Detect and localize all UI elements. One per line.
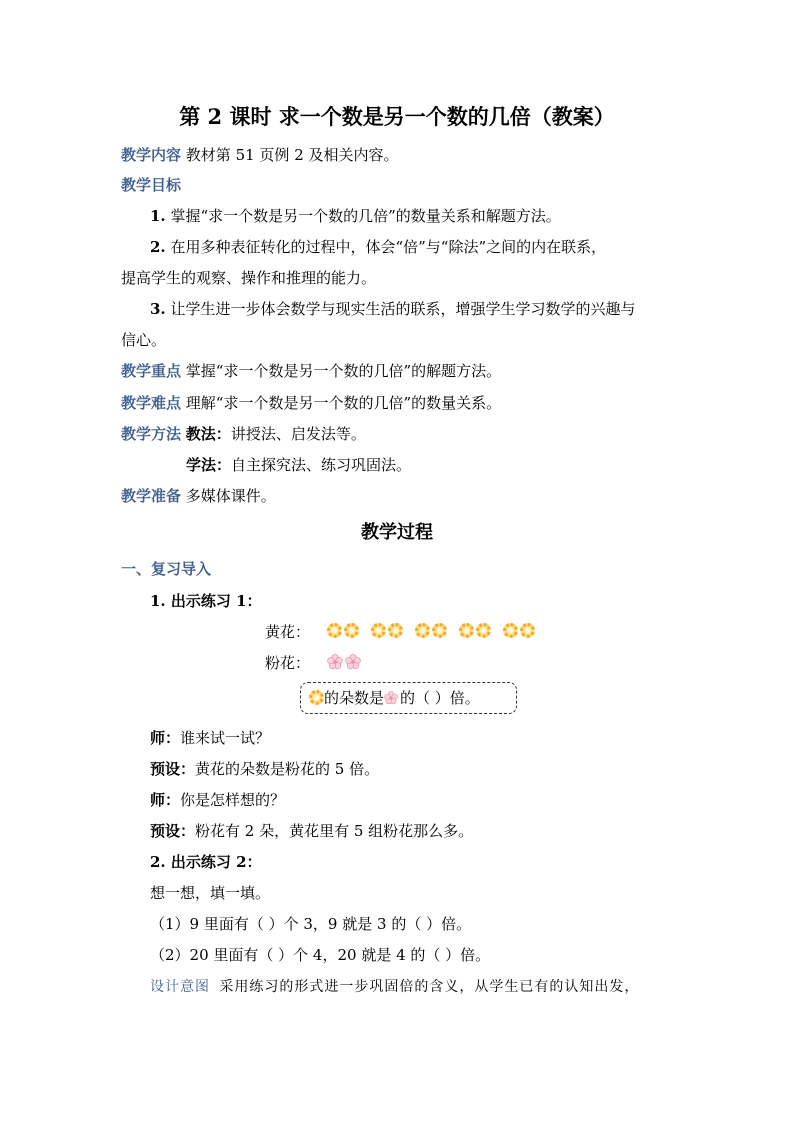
dialog-text: 粉花有 2 朵，黄花里有 5 组粉花那么多。: [195, 822, 474, 840]
teach-method-label: 教法：: [185, 425, 231, 443]
dialog-speaker: 师：: [150, 791, 181, 809]
exercise2-question-1: （1）9 里面有（ ）个 3，9 就是 3 的（ ）倍。: [150, 915, 472, 933]
prep-row: [121, 485, 276, 507]
design-intent-label: 设计意图: [150, 979, 210, 995]
dialog-line: [150, 727, 270, 749]
yellow-flower-icon: [415, 623, 430, 638]
yellow-flower-row: [327, 623, 547, 642]
flower-group: [327, 623, 361, 642]
section1-heading: 一、复习导入: [121, 560, 212, 578]
dialog-text: 你是怎样想的？: [180, 791, 286, 809]
content-text: 教材第 51 页例 2 及相关内容。: [185, 146, 399, 164]
box-text-a: 的朵数是: [324, 689, 385, 707]
dialog-speaker: 预设：: [150, 822, 196, 840]
flower-group: [503, 623, 537, 642]
goal-item-3: [150, 298, 635, 320]
goal-text: 掌握“求一个数是另一个数的几倍”的数量关系和解题方法。: [170, 207, 561, 225]
flower-group: [459, 623, 493, 642]
content-label: 教学内容: [121, 146, 182, 164]
goal-text: 在用多种表征转化的过程中，体会“倍”与“除法”之间的内在联系，: [170, 238, 607, 256]
exercise2-question-2: （2）20 里面有（ ）个 4，20 就是 4 的（ ）倍。: [150, 946, 491, 964]
yellow-flower-icon: [459, 623, 474, 638]
dialog-line: [150, 758, 379, 780]
learn-method-row: [186, 454, 411, 476]
design-intent-text: 采用练习的形式进一步巩固倍的含义，从学生已有的认知出发，: [219, 979, 640, 995]
dialog-line: [150, 820, 473, 842]
pink-flower-icon: [327, 654, 343, 670]
yellow-flower-icon: [520, 623, 535, 638]
dialog-line: [150, 789, 285, 811]
yellow-flower-icon: [309, 690, 324, 705]
design-intent-row: [150, 976, 639, 998]
pink-flower-icon: [384, 691, 398, 705]
learn-method-text: 自主探究法、练习巩固法。: [231, 456, 412, 474]
goal-text: 让学生进一步体会数学与现实生活的联系，增强学生学习数学的兴趣与: [170, 300, 636, 318]
difficulty-label: 教学难点: [121, 394, 182, 412]
pink-flower-row: [327, 651, 363, 670]
goal-number: 2.: [150, 238, 166, 256]
learn-method-label: 学法：: [186, 456, 232, 474]
goal-number: 1.: [150, 207, 166, 225]
method-row: [121, 423, 366, 445]
yellow-flower-icon: [503, 623, 518, 638]
fill-in-box: [300, 682, 517, 714]
goals-label: 教学目标: [121, 176, 182, 194]
goal-item-3-cont: 信心。: [121, 331, 167, 349]
yellow-flower-label: 黄花：: [265, 623, 311, 641]
content-row: [121, 144, 399, 166]
key-point-row: [121, 360, 501, 382]
dialog-speaker: 师：: [150, 729, 181, 747]
dialog-speaker: 预设：: [150, 760, 196, 778]
goals-label-row: [121, 174, 181, 196]
goal-number: 3.: [150, 300, 166, 318]
yellow-flower-icon: [344, 623, 359, 638]
yellow-flower-icon: [432, 623, 447, 638]
pink-flower-label: 粉花：: [265, 654, 311, 672]
method-label: 教学方法: [121, 425, 182, 443]
goal-item-1: [150, 205, 561, 227]
prep-label: 教学准备: [121, 487, 182, 505]
box-text-b: 的（ ）倍。: [400, 689, 480, 707]
teach-method-text: 讲授法、启发法等。: [230, 425, 366, 443]
exercise2-intro: 想一想，填一填。: [150, 884, 271, 902]
yellow-flower-icon: [476, 623, 491, 638]
goal-item-2: [150, 236, 606, 258]
difficulty-text: 理解“求一个数是另一个数的几倍”的数量关系。: [185, 394, 502, 412]
yellow-flower-icon: [371, 623, 386, 638]
exercise2-title: 2. 出示练习 2：: [150, 853, 262, 871]
yellow-flower-icon: [327, 623, 342, 638]
flower-group: [415, 623, 449, 642]
flower-group: [371, 623, 405, 642]
pink-flower-icon: [345, 654, 361, 670]
prep-text: 多媒体课件。: [185, 487, 276, 505]
page-title: 第 2 课时 求一个数是另一个数的几倍（教案）: [179, 104, 615, 129]
dialog-text: 谁来试一试？: [180, 729, 271, 747]
key-point-text: 掌握“求一个数是另一个数的几倍”的解题方法。: [185, 362, 502, 380]
yellow-flower-icon: [388, 623, 403, 638]
key-point-label: 教学重点: [121, 362, 182, 380]
difficulty-row: [121, 392, 501, 414]
exercise1-title: 1. 出示练习 1：: [150, 592, 262, 610]
process-title: 教学过程: [361, 522, 433, 543]
dialog-text: 黄花的朵数是粉花的 5 倍。: [195, 760, 380, 778]
goal-item-2-cont: 提高学生的观察、操作和推理的能力。: [121, 269, 377, 287]
